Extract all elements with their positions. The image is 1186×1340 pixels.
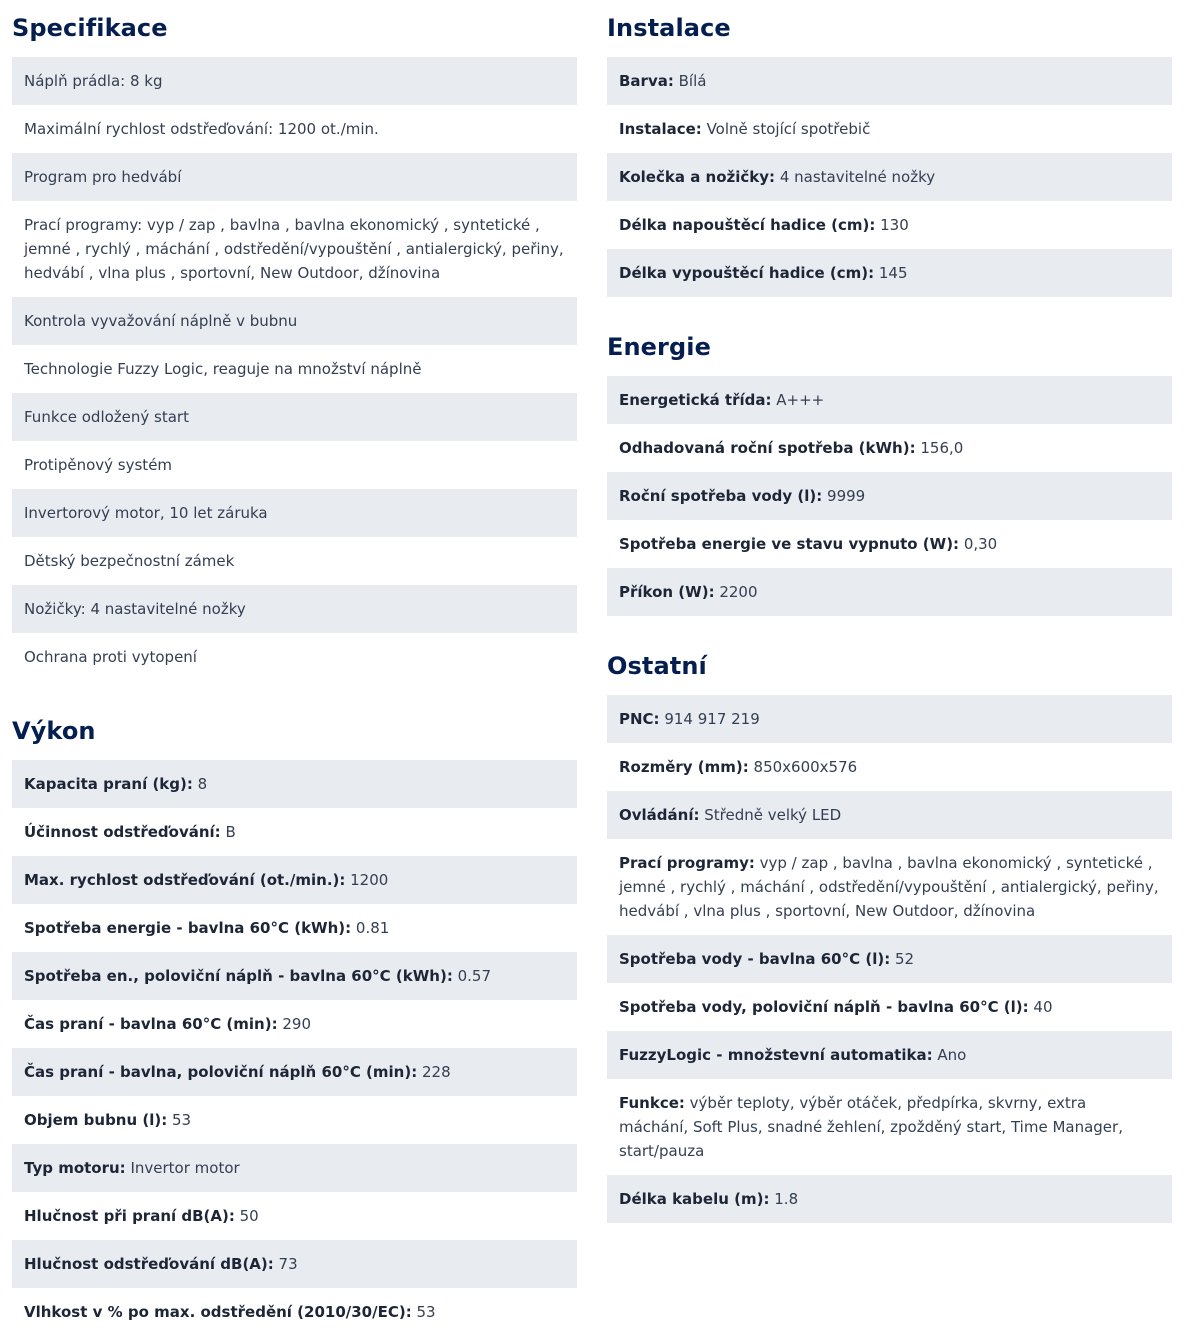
item-label: Max. rychlost odstřeďování (ot./min.): bbox=[24, 871, 346, 889]
list-item bbox=[607, 105, 1172, 153]
item-value: výběr teploty, výběr otáček, předpírka, skvrny, extra máchání, Soft Plus, snadné žehlení, zpožděný start, Time Manager, start/pauza bbox=[619, 1094, 1123, 1160]
list-item: Prací programy: vyp / zap , bavlna , bavlna ekonomický , syntetické , jemné , rychlý , máchání , odstředění/vypouštění , antialergický, peřiny, hedvábí , vlna plus , sportovní, New Outdoor, džínovina bbox=[24, 216, 564, 282]
spec-list bbox=[607, 376, 1172, 616]
item-value: 228 bbox=[417, 1063, 451, 1081]
section-vykon bbox=[12, 681, 577, 1336]
item-value: 53 bbox=[411, 1303, 436, 1321]
item-value: 156,0 bbox=[915, 439, 964, 457]
section-ostatni bbox=[607, 616, 1172, 1223]
list-item bbox=[607, 1031, 1172, 1079]
item-value: vyp / zap , bavlna , bavlna ekonomický , syntetické , jemné , rychlý , máchání , odstředění/vypouštění , antialergický, peřiny, hedvábí , vlna plus , sportovní, New Outdoor, džínovina bbox=[619, 854, 1159, 920]
item-value: 4 nastavitelné nožky bbox=[775, 168, 936, 186]
list-item bbox=[12, 1240, 577, 1288]
list-item bbox=[607, 743, 1172, 791]
list-item bbox=[12, 856, 577, 904]
item-label: Typ motoru: bbox=[24, 1159, 126, 1177]
list-item bbox=[12, 1288, 577, 1336]
item-value: B bbox=[220, 823, 236, 841]
list-item bbox=[607, 201, 1172, 249]
item-value: 290 bbox=[277, 1015, 311, 1033]
list-item: Program pro hedvábí bbox=[12, 153, 577, 201]
list-item bbox=[607, 57, 1172, 105]
item-label: Kapacita praní (kg): bbox=[24, 775, 193, 793]
list-item bbox=[607, 376, 1172, 424]
list-item: Funkce odložený start bbox=[12, 393, 577, 441]
item-label: Instalace: bbox=[619, 120, 702, 138]
section-title-ostatni: Ostatní bbox=[607, 652, 707, 680]
item-label: Spotřeba vody - bavlna 60°C (l): bbox=[619, 950, 891, 968]
item-value: Ano bbox=[932, 1046, 967, 1064]
spec-list bbox=[12, 57, 577, 681]
list-item bbox=[607, 520, 1172, 568]
item-value: 145 bbox=[874, 264, 908, 282]
list-item bbox=[12, 1144, 577, 1192]
item-label: Délka vypouštěcí hadice (cm): bbox=[619, 264, 875, 282]
item-label: Vlhkost v % po max. odstředění (2010/30/EC): bbox=[24, 1303, 412, 1321]
list-item bbox=[607, 568, 1172, 616]
item-value: 130 bbox=[875, 216, 909, 234]
item-label: PNC: bbox=[619, 710, 660, 728]
item-value: A+++ bbox=[771, 391, 825, 409]
list-item bbox=[607, 424, 1172, 472]
item-label: Ovládání: bbox=[619, 806, 700, 824]
list-item: Kontrola vyvažování náplně v bubnu bbox=[12, 297, 577, 345]
item-label: Hlučnost odstřeďování dB(A): bbox=[24, 1255, 274, 1273]
item-value: 2200 bbox=[714, 583, 758, 601]
spec-list bbox=[607, 695, 1172, 1223]
item-value: 0,30 bbox=[959, 535, 998, 553]
item-label: Rozměry (mm): bbox=[619, 758, 749, 776]
list-item bbox=[12, 1048, 577, 1096]
item-label: Funkce: bbox=[619, 1094, 685, 1112]
item-label: Čas praní - bavlna 60°C (min): bbox=[24, 1015, 278, 1033]
list-item bbox=[607, 695, 1172, 743]
list-item bbox=[12, 904, 577, 952]
section-title-instalace: Instalace bbox=[607, 14, 731, 42]
item-label: Spotřeba energie ve stavu vypnuto (W): bbox=[619, 535, 960, 553]
section-energie bbox=[607, 297, 1172, 616]
list-item: Ochrana proti vytopení bbox=[24, 648, 197, 666]
section-title-vykon: Výkon bbox=[12, 717, 96, 745]
list-item bbox=[607, 153, 1172, 201]
item-label: Účinnost odstřeďování: bbox=[24, 823, 221, 841]
list-item: Protipěnový systém bbox=[24, 456, 173, 474]
right-column bbox=[607, 0, 1172, 1223]
item-value: 52 bbox=[890, 950, 915, 968]
list-item bbox=[607, 1175, 1172, 1223]
section-instalace bbox=[607, 0, 1172, 297]
section-title-specifikace: Specifikace bbox=[12, 14, 168, 42]
list-item bbox=[12, 952, 577, 1000]
item-label: Hlučnost při praní dB(A): bbox=[24, 1207, 235, 1225]
item-value: Bílá bbox=[673, 72, 707, 90]
list-item: Maximální rychlost odstřeďování: 1200 ot./min. bbox=[24, 120, 379, 138]
item-value: 53 bbox=[167, 1111, 192, 1129]
item-label: Energetická třída: bbox=[619, 391, 772, 409]
item-value: Invertor motor bbox=[125, 1159, 240, 1177]
item-label: Objem bubnu (l): bbox=[24, 1111, 168, 1129]
list-item bbox=[12, 1000, 577, 1048]
item-value: 0.57 bbox=[452, 967, 491, 985]
item-value: 850x600x576 bbox=[748, 758, 858, 776]
list-item bbox=[12, 760, 577, 808]
item-value: 914 917 219 bbox=[659, 710, 760, 728]
item-label: Spotřeba en., poloviční náplň - bavlna 60°C (kWh): bbox=[24, 967, 453, 985]
item-label: Příkon (W): bbox=[619, 583, 715, 601]
item-label: Roční spotřeba vody (l): bbox=[619, 487, 823, 505]
list-item bbox=[607, 791, 1172, 839]
item-value: 1.8 bbox=[769, 1190, 799, 1208]
item-label: Spotřeba vody, poloviční náplň - bavlna 60°C (l): bbox=[619, 998, 1029, 1016]
list-item bbox=[607, 839, 1172, 935]
list-item bbox=[12, 1192, 577, 1240]
item-label: Prací programy: bbox=[619, 854, 755, 872]
item-value: 0.81 bbox=[351, 919, 390, 937]
section-title-energie: Energie bbox=[607, 333, 711, 361]
list-item: Nožičky: 4 nastavitelné nožky bbox=[12, 585, 577, 633]
list-item: Invertorový motor, 10 let záruka bbox=[12, 489, 577, 537]
item-value: Volně stojící spotřebič bbox=[701, 120, 871, 138]
list-item bbox=[12, 808, 577, 856]
item-label: Odhadovaná roční spotřeba (kWh): bbox=[619, 439, 916, 457]
item-label: Délka kabelu (m): bbox=[619, 1190, 770, 1208]
item-label: Kolečka a nožičky: bbox=[619, 168, 776, 186]
list-item bbox=[12, 1096, 577, 1144]
list-item: Technologie Fuzzy Logic, reaguje na množství náplně bbox=[24, 360, 422, 378]
spec-list bbox=[607, 57, 1172, 297]
list-item bbox=[607, 935, 1172, 983]
item-value: 9999 bbox=[822, 487, 866, 505]
left-column bbox=[12, 0, 577, 1336]
item-value: 73 bbox=[273, 1255, 298, 1273]
item-value: Středně velký LED bbox=[699, 806, 842, 824]
item-label: Spotřeba energie - bavlna 60°C (kWh): bbox=[24, 919, 352, 937]
item-label: Délka napouštěcí hadice (cm): bbox=[619, 216, 876, 234]
item-value: 1200 bbox=[345, 871, 389, 889]
spec-list bbox=[12, 760, 577, 1336]
list-item bbox=[607, 472, 1172, 520]
list-item bbox=[607, 983, 1172, 1031]
list-item bbox=[607, 1079, 1172, 1175]
item-label: Čas praní - bavlna, poloviční náplň 60°C (min): bbox=[24, 1063, 418, 1081]
section-specifikace bbox=[12, 0, 577, 681]
item-label: Barva: bbox=[619, 72, 674, 90]
list-item: Dětský bezpečnostní zámek bbox=[24, 552, 235, 570]
item-value: 40 bbox=[1028, 998, 1053, 1016]
item-value: 50 bbox=[234, 1207, 259, 1225]
list-item bbox=[607, 249, 1172, 297]
list-item: Náplň prádla: 8 kg bbox=[12, 57, 577, 105]
item-value: 8 bbox=[192, 775, 208, 793]
item-label: FuzzyLogic - množstevní automatika: bbox=[619, 1046, 933, 1064]
